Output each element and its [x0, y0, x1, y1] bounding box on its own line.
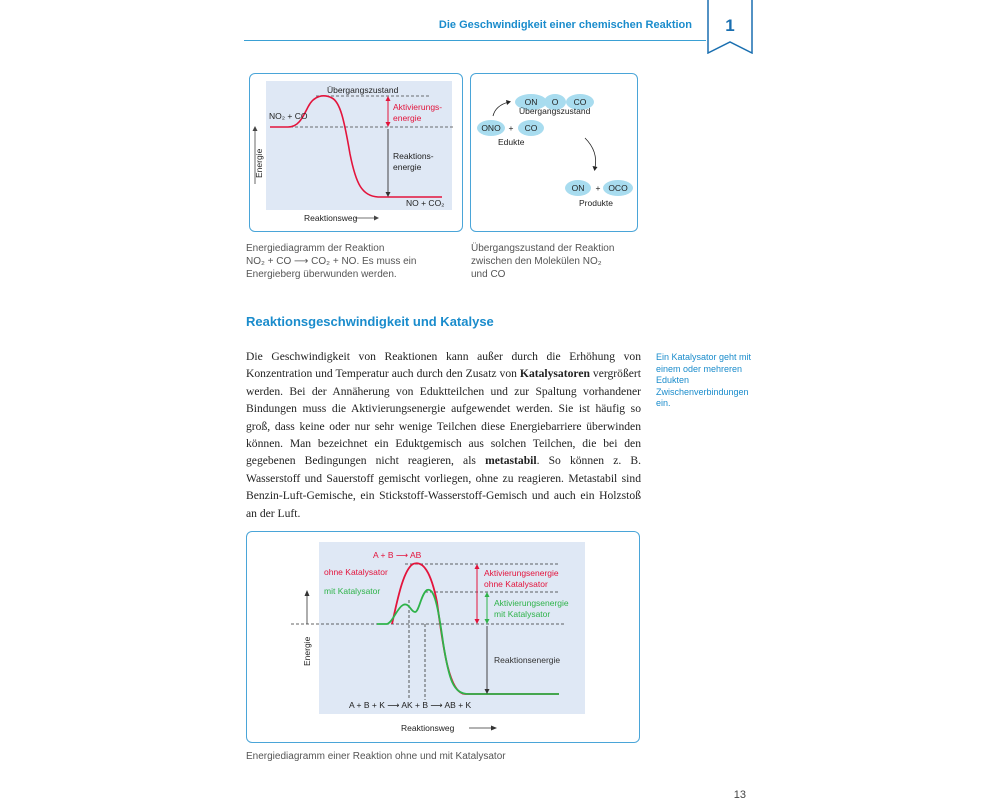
section-heading: Reaktionsgeschwindigkeit und Katalyse	[246, 314, 494, 329]
x-axis-label: Reaktionsweg	[304, 213, 358, 223]
reactants-label: NO₂ + CO	[269, 111, 308, 121]
with-catalyst-label: mit Katalysator	[324, 586, 381, 596]
activation-energy-label-1: Aktivierungs-	[393, 102, 443, 112]
svg-text:+: +	[508, 123, 514, 133]
figure1-caption: Energiediagramm der Reaktion NO₂ + CO ⟶ CO₂ + NO. Es muss ein Energieberg überwunden werden.	[246, 243, 417, 280]
figure3-caption: Energiediagramm einer Reaktion ohne und mit Katalysator	[246, 751, 506, 762]
svg-text:ON: ON	[524, 97, 538, 107]
arrow-to-transition	[493, 102, 509, 116]
reaction-energy-label: Reaktionsenergie	[494, 655, 561, 665]
transition-state-label: Übergangszustand	[327, 85, 399, 95]
ea-with-label-2: mit Katalysator	[494, 609, 551, 619]
margin-note: Ein Katalysator geht mit einem oder mehreren Edukten Zwischenverbindungen ein.	[656, 352, 752, 408]
figure-catalysis-diagram	[246, 531, 640, 743]
reaction-energy-label-2: energie	[393, 162, 422, 172]
figure2-caption: Übergangszustand der Reaktion zwischen den Molekülen NO₂ und CO	[471, 243, 615, 280]
products-label: Produkte	[579, 198, 614, 208]
transition-state-svg	[471, 74, 637, 231]
y-axis-label: Energie	[254, 148, 264, 178]
svg-text:O: O	[551, 97, 559, 107]
reaction-equation: A + B ⟶ AB	[373, 550, 422, 560]
svg-text:OCO: OCO	[608, 183, 628, 193]
y-axis-label: Energie	[302, 636, 312, 666]
page-number: 13	[733, 789, 746, 801]
term-metastabil: metastabil	[485, 454, 537, 468]
figure-transition-state	[470, 73, 638, 232]
term-katalysatoren: Katalysatoren	[519, 367, 590, 381]
running-header-title: Die Geschwindigkeit einer chemischen Reaktion	[438, 19, 692, 31]
catalysis-diagram-svg	[247, 532, 639, 742]
x-axis-label: Reaktionsweg	[401, 723, 455, 733]
ea-with-label-1: Aktivierungsenergie	[494, 598, 569, 608]
reaction-energy-label-1: Reaktions-	[393, 151, 434, 161]
educts-label: Edukte	[498, 137, 525, 147]
arrow-to-products	[585, 138, 596, 168]
reaction-steps-label: A + B + K ⟶ AK + B ⟶ AB + K	[349, 700, 472, 710]
activation-energy-label-2: energie	[393, 113, 422, 123]
svg-text:CO: CO	[524, 123, 538, 133]
products-label: NO + CO₂	[406, 198, 445, 208]
body-paragraph: Die Geschwindigkeit von Reaktionen kann außer durch die Erhöhung von Konzentration und Temperatur auch durch den Zusatz von Katalysatoren vergrößert werden. Bei der Annäherung von Eduktteilchen und zur Spaltung vorhandener Bindungen muss die Aktivierungsenergie aufgewendet werden. Sie ist häufig so groß, dass keine oder nur sehr wenige Teilchen diese Energiebarriere überwinden können. Man bezeichnet ein Eduktgemisch aus solchen Teilchen, die bei den gegebenen Bedingungen nicht reagieren, als metastabil. So können z. B. Wasserstoff und Sauerstoff gemischt vorliegen, ohne zu reagieren. Metastabil sind Benzin-Luft-Gemische, ein Stickstoff-Wasserstoff-Gemisch und auch ein Holzstoß an der Luft.	[246, 350, 642, 520]
ea-without-label-1: Aktivierungsenergie	[484, 568, 559, 578]
svg-text:CO: CO	[573, 97, 587, 107]
without-catalyst-label: ohne Katalysator	[324, 567, 388, 577]
energy-diagram-svg	[250, 74, 462, 231]
diagram-panel	[266, 81, 452, 210]
chapter-number: 1	[725, 16, 735, 35]
figure-energy-diagram	[249, 73, 463, 232]
header-rule	[244, 40, 706, 41]
svg-text:+: +	[595, 183, 601, 193]
svg-text:ON: ON	[571, 183, 585, 193]
ea-without-label-2: ohne Katalysator	[484, 579, 548, 589]
transition-state-label: Übergangszustand	[519, 106, 591, 116]
svg-text:ONO: ONO	[481, 123, 501, 133]
